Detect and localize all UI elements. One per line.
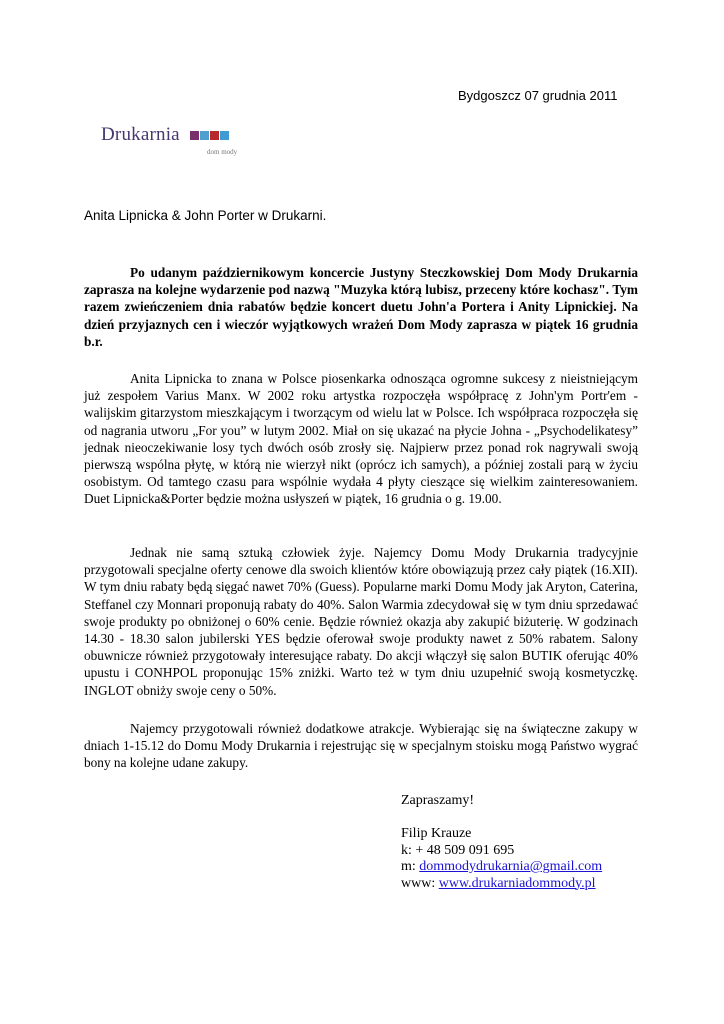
signature-invite: Zapraszamy! <box>401 793 475 808</box>
signature-name: Filip Krauze <box>401 826 472 841</box>
paragraph-intro-text: Po udanym październikowym koncercie Justyny Steczkowskiej Dom Mody Drukarnia zaprasza na kolejne wydarzenie pod nazwą "Muzyka którą lubisz, przeceny które kochasz". Tym razem zwieńczeniem dnia rabatów będzie koncert duetu John'a Portera i Anity Lipnickiej. Na dzień przyjaznych cen i wieczór wyjątkowych wrażeń Dom Mody zaprasza w piątek 16 grudnia b.r. <box>84 265 638 349</box>
email-prefix: m: <box>401 859 420 874</box>
paragraph-offers <box>84 544 638 699</box>
logo-square-3 <box>210 131 219 140</box>
paragraph-artists-text: Anita Lipnicka to znana w Polsce piosenkarka odnosząca ogromne sukcesy z nieistniejącym już zespołem Varius Manx. W 2002 roku artystka rozpoczęła współpracę z John'ym Portr'em - walijskim gitarzystom mieszkającym i tworzącym od wielu lat w Polsce. Ich współpraca rozpoczęła się od nagrania utworu „For you” w lutym 2002. Miał on się ukazać na płycie Johna - „Psychodelikatesy” jednak nieoczekiwanie losy tych dwóch osób zrosły się. Najpierw przez ponad rok nagrywali swoją pierwszą wspólna płytę, w którą nie wierzył nikt (oprócz ich samych), a później zostali parą w życiu osobistym. Od tamtego czasu para wspólnie wydała 4 płyty cieszące się wielkim zainteresowaniem. Duet Lipnicka&Porter będzie można usłyszeń w piątek, 16 grudnia o g. 19.00. <box>84 371 638 507</box>
signature-block <box>401 826 602 892</box>
paragraph-attractions-text: Najemcy przygotowali również dodatkowe atrakcje. Wybierając się na świąteczne zakupy w dniach 1-15.12 do Domu Mody Drukarnia i rejestrując się w specjalnym stoisku mogą Państwo wygrać bony na kolejne udane zakupy. <box>84 721 638 771</box>
drukarnia-logo <box>101 122 241 162</box>
paragraph-artists <box>84 370 638 508</box>
logo-square-2 <box>200 131 209 140</box>
paragraph-intro <box>84 264 638 350</box>
website-link[interactable]: www.drukarniadommody.pl <box>438 875 596 891</box>
letter-date: Bydgoszcz 07 grudnia 2011 <box>458 88 618 103</box>
logo-square-1 <box>190 131 199 140</box>
logo-square-4 <box>220 131 229 140</box>
signature-email-line <box>401 859 602 876</box>
paragraph-offers-text: Jednak nie samą sztuką człowiek żyje. Najemcy Domu Mody Drukarnia tradycyjnie przygotowali specjalne oferty cenowe dla swoich klientów które obowiązują przez cały piątek (16.XII). W tym dniu rabaty będą sięgać nawet 70% (Guess). Popularne marki Domu Mody jak Aryton, Caterina, Steffanel czy Monnari proponują rabaty do 40%. Salon Warmia zdecydował się w tym dniu sprzedawać swoje produkty po obniżonej o 60% cenie. Będzie również okazja aby zakupić biżuterię. W godzinach 14.30 - 18.30 salon jubilerski YES będzie oferował swoje produkty nawet z 50% rabatem. Salony obuwnicze również przygotowały interesujące rabaty. Do akcji włączył się salon BUTIK oferując 40% upustu i CONHPOL proponując 15% zniżki. Warto też w tym dniu uzupełnić swoją kosmetyczkę. INGLOT obniży swoje ceny o 50%. <box>84 545 638 698</box>
signature-www-line <box>401 876 602 893</box>
logo-subtitle: dom mody <box>207 148 238 156</box>
letter-heading: Anita Lipnicka & John Porter w Drukarni. <box>84 208 327 223</box>
logo-wordmark: Drukarnia <box>101 124 180 145</box>
email-link[interactable]: dommodydrukarnia@gmail.com <box>419 859 603 874</box>
signature-phone: k: + 48 509 091 695 <box>401 842 515 858</box>
www-prefix: www: <box>401 875 439 891</box>
paragraph-attractions <box>84 720 638 772</box>
